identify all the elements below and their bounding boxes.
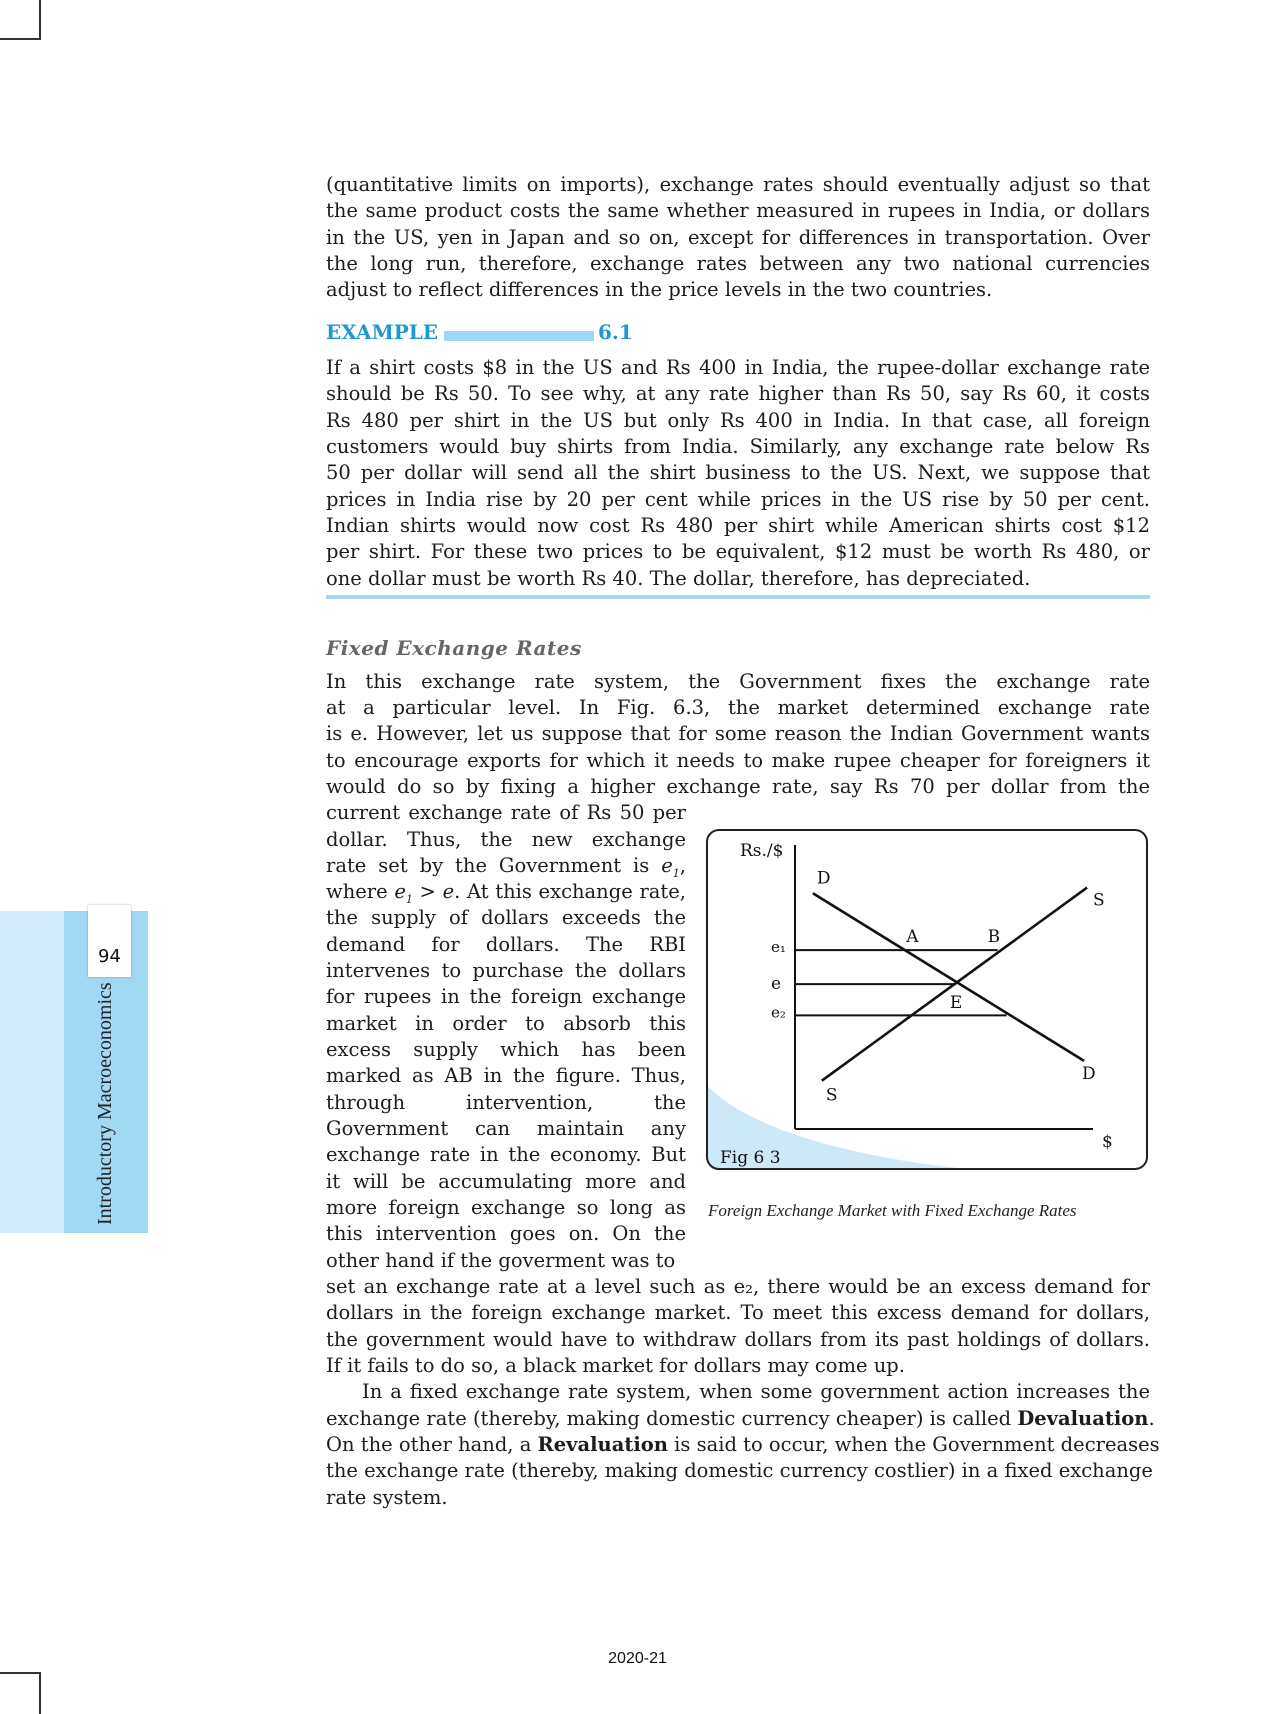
text-line: this intervention goes on. On the xyxy=(326,1222,686,1245)
x-axis-label: $ xyxy=(1102,1132,1113,1152)
text-line: other hand if the goverment was to xyxy=(326,1249,676,1272)
key-term: Revaluation xyxy=(537,1433,668,1456)
text-line: intervenes to purchase the dollars xyxy=(326,959,686,982)
y-tick-label-e2: e₂ xyxy=(771,1003,786,1022)
figure-label: Fig 6 3 xyxy=(720,1148,781,1168)
text-line: demand for dollars. The RBI xyxy=(326,933,686,956)
text-line: Rs 480 per shirt in the US but only Rs 400 in India. In that case, all foreign xyxy=(326,409,1150,432)
y-tick-label-e1: e₁ xyxy=(771,938,786,957)
text-line: in the US, yen in Japan and so on, except for differences in transportation. Over xyxy=(326,226,1150,249)
text-line: market in order to absorb this xyxy=(326,1012,686,1035)
example-bar xyxy=(444,331,594,341)
figure-6-3 xyxy=(706,829,1148,1170)
text-line: In a fixed exchange rate system, when some government action increases the xyxy=(362,1380,1150,1403)
point-label-e: E xyxy=(949,993,963,1014)
supply-curve-label-top: S xyxy=(1093,890,1105,911)
text-line: is e. However, let us suppose that for some reason the Indian Government wants xyxy=(326,722,1150,745)
text-line: dollars in the foreign exchange market. To meet this excess demand for dollars, xyxy=(326,1301,1150,1324)
y-tick-label-e: e xyxy=(771,974,782,995)
text-line: rate set by the Government is $e_1$, xyxy=(326,854,686,880)
crop-mark-bottom-left xyxy=(0,1672,41,1714)
text-line: the same product costs the same whether measured in rupees in India, or dollars xyxy=(326,199,1150,222)
text-line: marked as AB in the figure. Thus, xyxy=(326,1064,686,1087)
text-line: where $e_1 > e$. At this exchange rate, xyxy=(326,880,686,906)
text-line: the long run, therefore, exchange rates between any two national currencies xyxy=(326,252,1150,275)
text-line: dollar. Thus, the new exchange xyxy=(326,828,686,851)
plot-area xyxy=(771,868,1105,1105)
example-label: EXAMPLE xyxy=(326,320,439,344)
text-line: more foreign exchange so long as xyxy=(326,1196,686,1219)
text-line: for rupees in the foreign exchange xyxy=(326,985,686,1008)
crop-mark-top-left xyxy=(0,0,41,40)
text-line: excess supply which has been xyxy=(326,1038,686,1061)
text-line: exchange rate (thereby, making domestic currency cheaper) is called Devaluation. xyxy=(326,1407,1155,1430)
text-line: set an exchange rate at a level such as e₂, there would be an excess demand for xyxy=(326,1275,1150,1298)
point-label-a: A xyxy=(906,927,919,948)
text-line: prices in India rise by 20 per cent while prices in the US rise by 50 per cent. xyxy=(326,488,1150,511)
text-line: the government would have to withdraw dollars from its past holdings of dollars. xyxy=(326,1328,1150,1351)
point-label-b: B xyxy=(987,927,1001,948)
text-line: per shirt. For these two prices to be equivalent, $12 must be worth Rs 480, or xyxy=(326,540,1150,563)
text-line: 50 per dollar will send all the shirt business to the US. Next, we suppose that xyxy=(326,461,1150,484)
text-line: rate system. xyxy=(326,1486,448,1509)
text-line: should be Rs 50. To see why, at any rate higher than Rs 50, say Rs 60, it costs xyxy=(326,382,1150,405)
supply-curve-label-bottom: S xyxy=(825,1085,838,1106)
text-line: exchange rate in the economy. But xyxy=(326,1143,686,1166)
text-line: the exchange rate (thereby, making domestic currency costlier) in a fixed exchange xyxy=(326,1459,1153,1482)
text-line: it will be accumulating more and xyxy=(326,1170,686,1193)
text-line: at a particular level. In Fig. 6.3, the market determined exchange rate xyxy=(326,696,1150,719)
text-line: through intervention, the xyxy=(326,1091,686,1114)
book-title: Introductory Macroeconomics xyxy=(94,982,116,1225)
page-number: 94 xyxy=(98,946,121,967)
text-line: In this exchange rate system, the Government fixes the exchange rate xyxy=(326,670,1150,693)
section-heading: Fixed Exchange Rates xyxy=(326,636,582,660)
figure-caption: Foreign Exchange Market with Fixed Exchange Rates xyxy=(708,1201,1077,1220)
text-line: the supply of dollars exceeds the xyxy=(326,906,686,929)
text-line: On the other hand, a Revaluation is said to occur, when the Government decreases xyxy=(326,1433,1160,1456)
text-line: If a shirt costs $8 in the US and Rs 400 in India, the rupee-dollar exchange rate xyxy=(326,356,1150,379)
text-line: would do so by fixing a higher exchange rate, say Rs 70 per dollar from the xyxy=(326,775,1150,798)
key-term: Devaluation xyxy=(1017,1407,1149,1430)
text-line: current exchange rate of Rs 50 per xyxy=(326,801,686,824)
demand-curve-label-top: D xyxy=(816,868,831,889)
text-line: Government can maintain any xyxy=(326,1117,686,1140)
page-footer: 2020-21 xyxy=(608,1650,667,1667)
text-line: adjust to reflect differences in the price levels in the two countries. xyxy=(326,278,993,301)
text-line: If it fails to do so, a black market for dollars may come up. xyxy=(326,1354,905,1377)
text-line: to encourage exports for which it needs to make rupee cheaper for foreigners it xyxy=(326,749,1150,772)
example-end-rule xyxy=(326,595,1150,599)
text-line: one dollar must be worth Rs 40. The dollar, therefore, has depreciated. xyxy=(326,567,1031,590)
text-line: Indian shirts would now cost Rs 480 per shirt while American shirts cost $12 xyxy=(326,514,1150,537)
example-number: 6.1 xyxy=(598,320,633,344)
y-axis-label: Rs./$ xyxy=(740,841,784,861)
demand-curve-label-bottom: D xyxy=(1082,1063,1096,1084)
text-line: customers would buy shirts from India. Similarly, any exchange rate below Rs xyxy=(326,435,1150,458)
page-number-box xyxy=(88,905,131,977)
text-line: (quantitative limits on imports), exchange rates should eventually adjust so that xyxy=(326,173,1150,196)
figure-frame xyxy=(707,830,1147,1169)
side-tab-light xyxy=(0,911,64,1233)
